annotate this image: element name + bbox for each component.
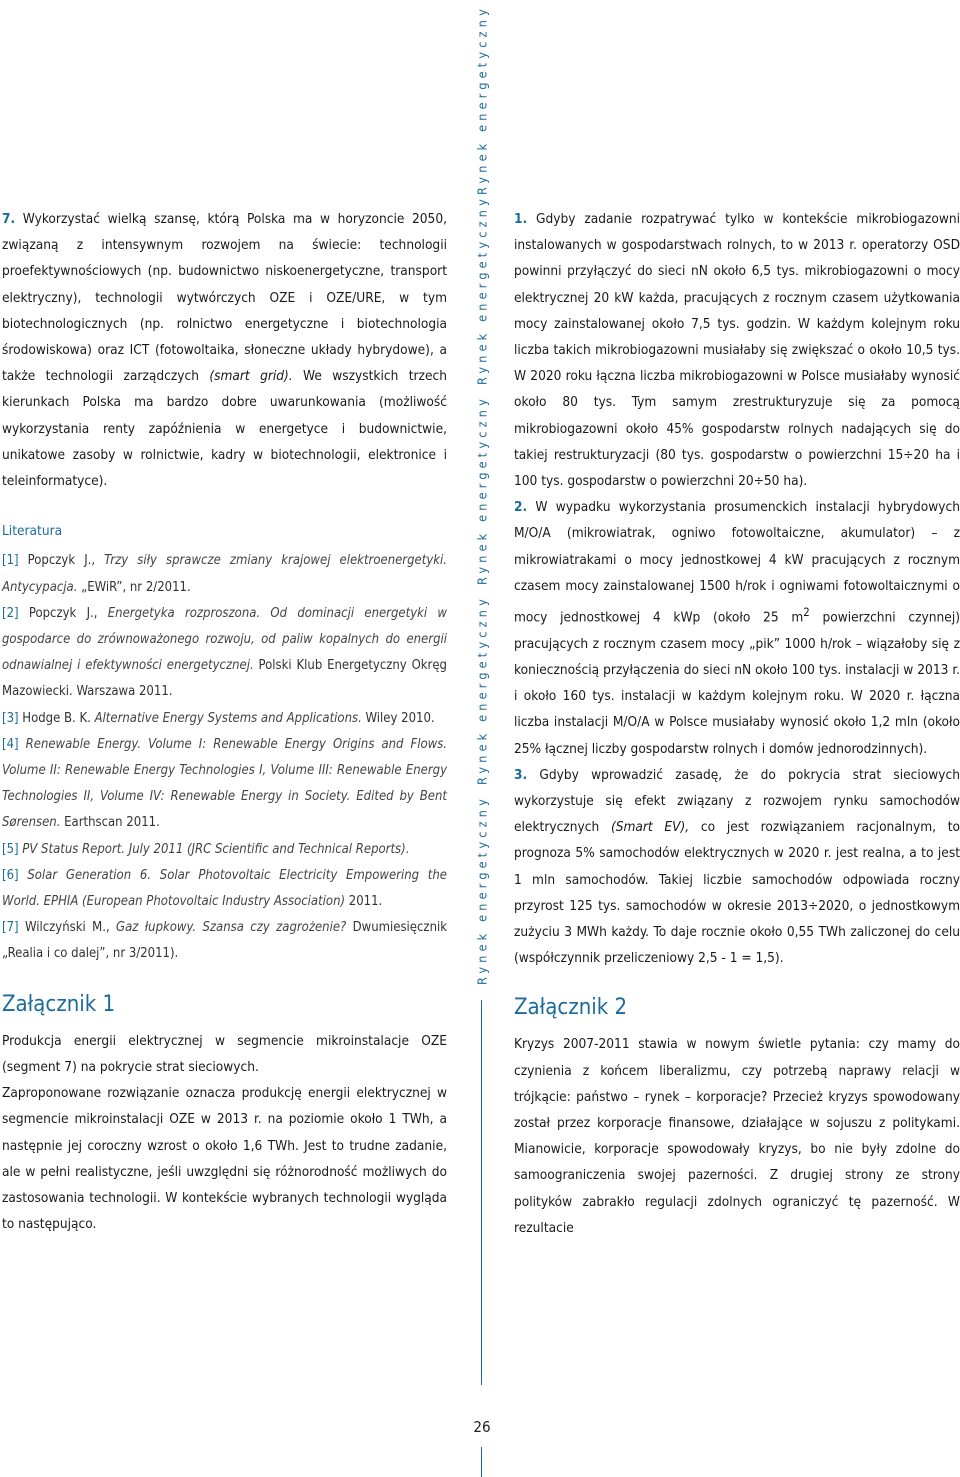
- reference-item: [2, 837, 447, 863]
- reference-title: Gaz łupkowy. Szansa czy zagrożenie?: [116, 920, 347, 936]
- running-header-segment: [470, 190, 494, 390]
- reference-item: [2, 863, 447, 915]
- reference-source: Earthscan 2011.: [60, 815, 160, 831]
- reference-number: [3]: [2, 710, 19, 726]
- page-number: 26: [473, 1418, 491, 1436]
- reference-title: Alternative Energy Systems and Applications.: [94, 710, 362, 726]
- running-header-text: Rynek energetyczny: [474, 595, 490, 785]
- running-header-segment: [470, 590, 494, 790]
- item-number: 7.: [2, 211, 16, 227]
- paragraph-text: W wypadku wykorzystania prosumenckich instalacji hybrydowych M/O/A (mikrowiatrak, ogniwo fotowoltaiczne, akumulator) – z mikrowiatrakami o mocy jednostkowej 4 kW pracujących z rocznym czasem mocy zainstalowanej 1500 h/rok i ogniwami fotowoltaicznymi o mocy jednostkowej 4 kWp (około 25 m: [514, 499, 960, 626]
- reference-number: [6]: [2, 867, 19, 883]
- reference-title: PV Status Report. July 2011 (JRC Scientific and Technical Reports).: [22, 841, 410, 857]
- point-1-paragraph: [514, 206, 960, 494]
- item-number: 3.: [514, 766, 528, 783]
- reference-item: [2, 915, 447, 967]
- literature-heading: Literatura: [2, 523, 63, 540]
- reference-number: [2]: [2, 605, 19, 621]
- reference-title: Energetyka rozproszona. Od dominacji energetyki w gospodarce do zrównoważonego rozwoju, od paliw kopalnych do energii odnawialnej i efektywności energetycznej.: [2, 605, 447, 674]
- appendix-2-body: Kryzys 2007-2011 stawia w nowym świetle pytania: czy mamy do czynienia z końcem liberalizmu, czy potrzebą naprawy relacji w trójkącie: państwo – rynek – korporacje? Przecież kryzys spowodowany został przez korporacje finansowe, działające w sojuszu z politykami. Mianowicie, korporacje spowodowały kryzys, bo nie były zdolne do samoograniczenia swojej pazerności. Z drugiej strony ze strony polityków zabrakło regulacji zdolnych ograniczyć tę pazerność. W rezultacie: [514, 1036, 960, 1236]
- column-divider: [481, 1447, 482, 1477]
- point-2-paragraph: [514, 494, 960, 762]
- paragraph-text: We wszystkich trzech kierunkach Polska ma bardzo dobre uwarunkowania (możliwość wykorzystania renty zapóźnienia w energetyce i budownictwie, unikatowe zasoby w rolnictwie, kadry w biotechnologii, elektronice i teleinformatyce).: [2, 368, 447, 490]
- superscript: 2: [803, 605, 810, 620]
- reference-source: Dwumiesięcznik „Realia i co dalej”, nr 3/2011).: [2, 920, 448, 962]
- running-header-segment: [470, 790, 494, 990]
- running-header-text: Rynek energetyczny: [474, 395, 490, 585]
- running-header-text: Rynek energetyczny: [474, 795, 490, 985]
- reference-title: Trzy siły sprawcze zmiany krajowej elektroenergetyki. Antycypacja.: [2, 553, 447, 595]
- reference-title: Solar Generation 6. Solar Photovoltaic Electricity Empowering the World. EPHIA (European Photovoltaic Industry Association): [2, 867, 447, 910]
- column-divider: [481, 1000, 482, 1385]
- point-3-paragraph: [514, 762, 960, 972]
- paragraph-text: Wykorzystać wielką szansę, którą Polska ma w horyzoncie 2050, związaną z intensywnym rozwojem na świecie: technologii proefektywnościowych (np. budownictwo niskoenergetyczne, transport elektryczny), technologii wytwórczych OZE i OZE/URE, w tym biotechnologicznych (np. rolnictwo energetyczne i biotechnologia środowiskowa) oraz ICT (fotowoltaika, słoneczne układy hybrydowe), a także technologii zarządczych: [2, 211, 447, 385]
- running-header-segment: [470, 0, 494, 200]
- reference-source: Polski Klub Energetyczny Okręg Mazowiecki. Warszawa 2011.: [2, 658, 447, 700]
- reference-source: „EWiR”, nr 2/2011.: [77, 579, 191, 595]
- reference-item: [2, 706, 447, 732]
- italic-term: (Smart EV),: [610, 819, 690, 836]
- reference-number: [1]: [2, 553, 19, 569]
- appendix-1-body: Zaproponowane rozwiązanie oznacza produkcję energii elektrycznej w segmencie mikroinstalacji OZE w 2013 r. na poziomie około 1 TWh, a następnie jej coroczny wzrost o około 1,6 TWh. Jest to trudne zadanie, ale w pełni realistyczne, jeśli uwzględni się różnorodność możliwych do zastosowania technologii. W kontekście wybranych technologii wygląda to następująco.: [2, 1085, 447, 1233]
- reference-author: Wilczyński M.,: [18, 920, 117, 936]
- reference-item: [2, 732, 447, 837]
- appendix-2-title: Załącznik 2: [514, 995, 628, 1021]
- running-header-segment: [470, 390, 494, 590]
- reference-item: [2, 601, 447, 706]
- reference-author: [19, 737, 26, 752]
- paragraph-text: powierzchni czynnej) pracujących z rocznym czasem mocy „pik” 1000 h/rok – wiązałoby się z koniecznością przyłączenia do sieci nN około 100 tys. instalacji w 2013 r. i około 160 tys. instalacji w każdym kolejnym roku. W 2020 r. łączna liczba instalacji M/O/A w Polsce musiałaby wynosić około 1,2 mln (około 25% łącznej liczby gospodarstw rolnych i domów jednorodzinnych).: [514, 609, 960, 757]
- reference-author: Hodge B. K.: [18, 710, 95, 726]
- item-number: 1.: [514, 211, 528, 227]
- paragraph-text: co jest rozwiązaniem racjonalnym, to prognoza 5% samochodów elektrycznych w 2020 r. jest realna, a to jest 1 mln samochodów. Takiej liczbie samochodów odpowiada roczny przyrost 125 tys. samochodów w okresie 2013÷2020, o jednostkowym zużyciu 3 MWh każdy. To daje rocznie około 0,55 TWh zaliczonej do celu (współczynnik przeliczeniowy 2,5 - 1 = 1,5).: [514, 819, 960, 967]
- left-column: [2, 206, 447, 1237]
- reference-source: 2011.: [345, 894, 383, 910]
- running-header-band: [470, 0, 494, 990]
- reference-number: [7]: [2, 920, 19, 936]
- reference-author: Popczyk J.,: [18, 553, 105, 569]
- reference-author: Popczyk J.,: [18, 605, 108, 621]
- right-column: [514, 206, 960, 1241]
- running-header-text: Rynek energetyczny: [474, 5, 490, 195]
- paragraph-text: Gdyby wprowadzić zasadę, że do pokrycia strat sieciowych wykorzystuje się efekt związany z rozwojem rynku samochodów elektrycznych: [514, 766, 960, 836]
- item-number: 2.: [514, 499, 528, 516]
- appendix-1-intro: Produkcja energii elektrycznej w segmencie mikroinstalacje OZE (segment 7) na pokrycie strat sieciowych.: [2, 1032, 447, 1075]
- reference-number: [4]: [2, 736, 19, 752]
- reference-item: [2, 548, 447, 600]
- item-7-paragraph: [2, 206, 447, 494]
- italic-term: (smart grid).: [209, 368, 293, 385]
- reference-source: Wiley 2010.: [361, 710, 435, 726]
- reference-title: Renewable Energy. Volume I: Renewable Energy Origins and Flows. Volume II: Renewable Energy Technologies I, Volume III: Renewable Energy Technologies II, Volume IV: Renewable Energy in Society. Edited by Bent Sørensen.: [2, 736, 448, 831]
- running-header-text: Rynek energetyczny: [474, 195, 490, 385]
- appendix-1-title: Załącznik 1: [2, 991, 116, 1017]
- paragraph-text: Gdyby zadanie rozpatrywać tylko w kontekście mikrobiogazowni instalowanych w gospodarstwach rolnych, to w 2013 r. operatorzy OSD powinni przyłączyć do sieci nN około 6,5 tys. mikrobiogazowni o mocy elektrycznej 20 kW każda, pracujących z rocznym czasem użytkowania mocy zainstalowanej około 7,5 tys. godzin. W każdym kolejnym roku liczba takich mikrobiogazowni musiałaby się zwiększać o około 10,5 tys. W 2020 roku łączna liczba mikrobiogazowni w Polsce musiałaby wynosić około 80 tys. Tym samym zrestrukturyzuje się za pomocą mikrobiogazowni około 45% gospodarstw rolnych nadających się do takiej restrukturyzacji (80 tys. gospodarstw o powierzchni 15÷20 ha i 100 tys. gospodarstw o powierzchni 20÷50 ha).: [514, 211, 960, 490]
- reference-number: [5]: [2, 841, 19, 857]
